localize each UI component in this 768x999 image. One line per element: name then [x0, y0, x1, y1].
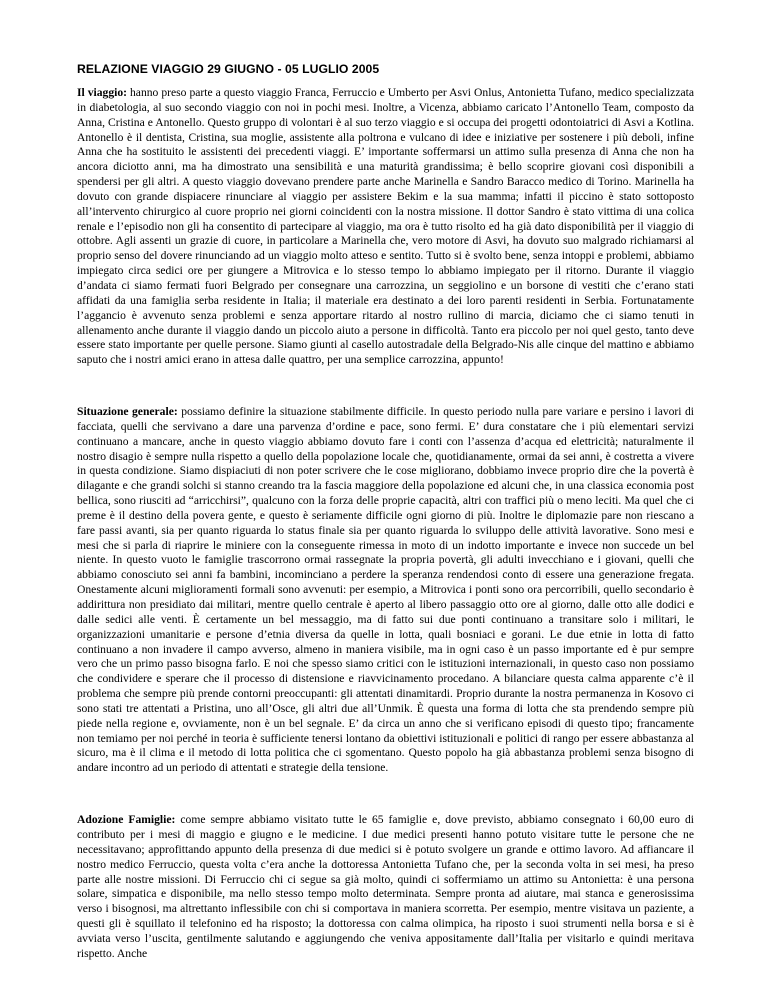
document-page: [77, 62, 694, 999]
section-text: possiamo definire la situazione stabilmente difficile. In questo periodo nulla pare variare e persino i lavori di facciata, quelli che servivano a dare una parvenza d’ordine e pace, sono fermi. E’ dura constatare che i più elementari servizi continuano a mancare, anche in questo viaggio abbiamo dovuto fare i conti con l’assenza d’acqua ed elettricità; naturalmente il nostro disagio è sempre nulla rispetto a quello della popolazione locale che, quotidianamente, ormai da sei anni, è costretta a vivere in questa condizione. Siamo dispiaciuti di non poter scrivere che le cose migliorano, dobbiamo invece proprio dire che la povertà è dilagante e che grandi solchi si stanno creando tra la fascia maggiore della popolazione ed alcuni che, in una classica economia post bellica, sono riusciti ad “arricchirsi”, qualcuno con la forza delle proprie capacità, altri con traffici più o meno leciti. Ma quel che ci preme è il destino della povera gente, e questo è seriamente difficile ogni giorno di più. Inoltre le diplomazie pare non riescano a fare passi avanti, sia per quanto riguarda lo status finale sia per quanto riguarda lo sviluppo delle attività lavorative. Sono mesi e mesi che si parla di riaprire le miniere con la conseguente rimessa in moto di un indotto importante e invece non succede un bel niente. In questo vuoto le famiglie trascorrono ormai rassegnate la propria povertà, gli adulti invecchiano e i giovani, quelli che abbiamo conosciuto sei anni fa bambini, incominciano a perdere la speranza rendendosi conto di essere una generazione fregata. Onestamente alcuni miglioramenti formali sono avvenuti: per esempio, a Mitrovica i ponti sono ora percorribili, quello secondario è addirittura non presidiato dai militari, mentre quello centrale è aperto al libero passaggio otto ore al giorno, dalle otto alle dodici e dalle sedici alle venti. È certamente un bel messaggio, ma di fatto sui due ponti continuano a transitare solo i militari, le organizzazioni umanitarie e persone d’etnia diversa da quelle in lotta, quali bosniaci e gorani. Le due etnie in lotta di fatto continuano a non invadere il campo avverso, almeno in maniera visibile, ma in ogni caso è un passo importante ed è pur sempre vero che un primo passo bisogna farlo. E noi che spesso siamo critici con le istituzioni internazionali, in questo caso non possiamo che condividere e sperare che il processo di distensione e riavvicinamento procedano. A bilanciare questa calma apparente c’è il problema che sempre più prende contorni preoccupanti: gli attentati dinamitardi. Proprio durante la nostra permanenza in Kosovo ci sono stati tre attentati a Pristina, uno all’Osce, gli altri due all’Unmik. È questa una forma di lotta che sta prendendo sempre più piede nella regione e, ovviamente, non è un bel segnale. E’ da circa un anno che si verificano episodi di questo tipo; francamente non temiamo per noi perché in teoria è sufficiente tenersi lontano da obiettivi istituzionali e politici di rango per essere abbastanza al sicuro, ma è il clima e il metodo di lotta politica che ci sgomentano. Questo popolo ha già abbastanza problemi senza bisogno di andare incontro ad un periodo di attentati e strategie della tensione.: [77, 405, 695, 775]
document-title: RELAZIONE VIAGGIO 29 GIUGNO - 05 LUGLIO 2005: [77, 62, 380, 76]
section-heading: Il viaggio:: [77, 86, 128, 99]
section-situazione-generale: [77, 405, 694, 776]
section-text: hanno preso parte a questo viaggio Franca, Ferruccio e Umberto per Asvi Onlus, Antonietta Tufano, medico specializzata in diabetologia, al suo secondo viaggio con noi in pochi mesi. Inoltre, a Vicenza, abbiamo caricato l’Antonello Team, composto da Anna, Cristina e Antonello. Questo gruppo di volontari è al suo terzo viaggio e si occupa dei progetti odontoiatrici di Asvi a Kotlina. Antonello è il dentista, Cristina, sua moglie, assistente alla poltrona e vulcano di idee e iniziative per sostenere i più deboli, infine Anna che ha sostituito le assistenti dei precedenti viaggi. E’ importante soffermarsi un attimo sulla presenza di Anna che non ha ancora diciotto anni, ma ha dimostrato una sensibilità e una maturità grandissima; è bello scoprire giovani così disponibili a spendersi per gli altri. A questo viaggio dovevano prendere parte anche Marinella e Sandro Baracco medico di Torino. Marinella ha dovuto con grande dispiacere rinunciare al viaggio per assistere Bekim e la sua mamma; infatti il piccino è stato sottoposto all’intervento chirurgico al cuore proprio nei giorni coincidenti con la nostra missione. Il dottor Sandro è stato vittima di una colica renale e l’episodio non gli ha consentito di partecipare al viaggio, ma ora è tutto risolto ed ha già dato disponibilità per il viaggio di ottobre. Agli assenti un grazie di cuore, in particolare a Marinella che, vero motore di Asvi, ha dovuto suo malgrado richiamarsi al proprio senso del dovere rinunciando ad un viaggio molto atteso e sentito. Tutto si è svolto bene, senza intoppi e problemi, abbiamo impiegato circa sedici ore per giungere a Mitrovica e lo stesso tempo lo abbiamo impiegato per il ritorno. Durante il viaggio d’andata ci siamo fermati fuori Belgrado per consegnare una carrozzina, un seggiolino e un borsone di vestiti che c’erano stati affidati da una famiglia serba residente in Italia; il materiale era destinato a dei loro parenti residenti in Serbia. Fortunatamente l’aggancio è avvenuto senza problemi e senza apportare ritardo al nostro rullino di marcia, diciamo che ci siamo tenuti in allenamento anche durante il viaggio dando un piccolo aiuto a persone in difficoltà. Tanto era piccolo per noi quel gesto, tanto deve essere stato importante per quelle persone. Siamo giunti al casello autostradale della Belgrado-Nis alle cinque del mattino e abbiamo saputo che i nostri amici erano in attesa dalle quattro, per una semplice carrozzina, appunto!: [77, 86, 694, 367]
section-heading: Situazione generale:: [77, 405, 178, 419]
section-viaggio: [77, 86, 694, 368]
section-text: come sempre abbiamo visitato tutte le 65 famiglie e, dove previsto, abbiamo consegnato i 60,00 euro di contributo per i mesi di maggio e giugno e le medicine. I due medici presenti hanno potuto visitare tutte le persone che ne necessitavano; approfittando appunto della presenza di due medici si è potuto svolgere un grande e ottimo lavoro. Ad affiancare il nostro medico Ferruccio, questa volta c’era anche la dottoressa Antonietta Tufano che, per la seconda volta in sei mesi, ha preso parte alle nostre missioni. Di Ferruccio chi ci segue sa già molto, quindi ci soffermiamo un attimo su Antonietta: è una persona solare, simpatica e disponibile, ma nello stesso tempo molto determinata. Sempre pronta ad aiutare, mai stanca e generosissima verso i bisognosi, ma altrettanto inflessibile con chi si comportava in maniera scorretta. Per esempio, mentre visitava un paziente, a questi gli è squillato il telefonino ed ha risposto; la dottoressa con calma olimpica, ha riposto i suoi strumenti nella borsa e si è avviata verso l’uscita, gentilmente salutando e aggiungendo che veniva appositamente dall’Italia per visitarlo e quindi meritava rispetto. Anche: [77, 813, 694, 960]
section-heading: Adozione Famiglie:: [77, 813, 176, 827]
section-adozione-famiglie: [77, 813, 694, 961]
